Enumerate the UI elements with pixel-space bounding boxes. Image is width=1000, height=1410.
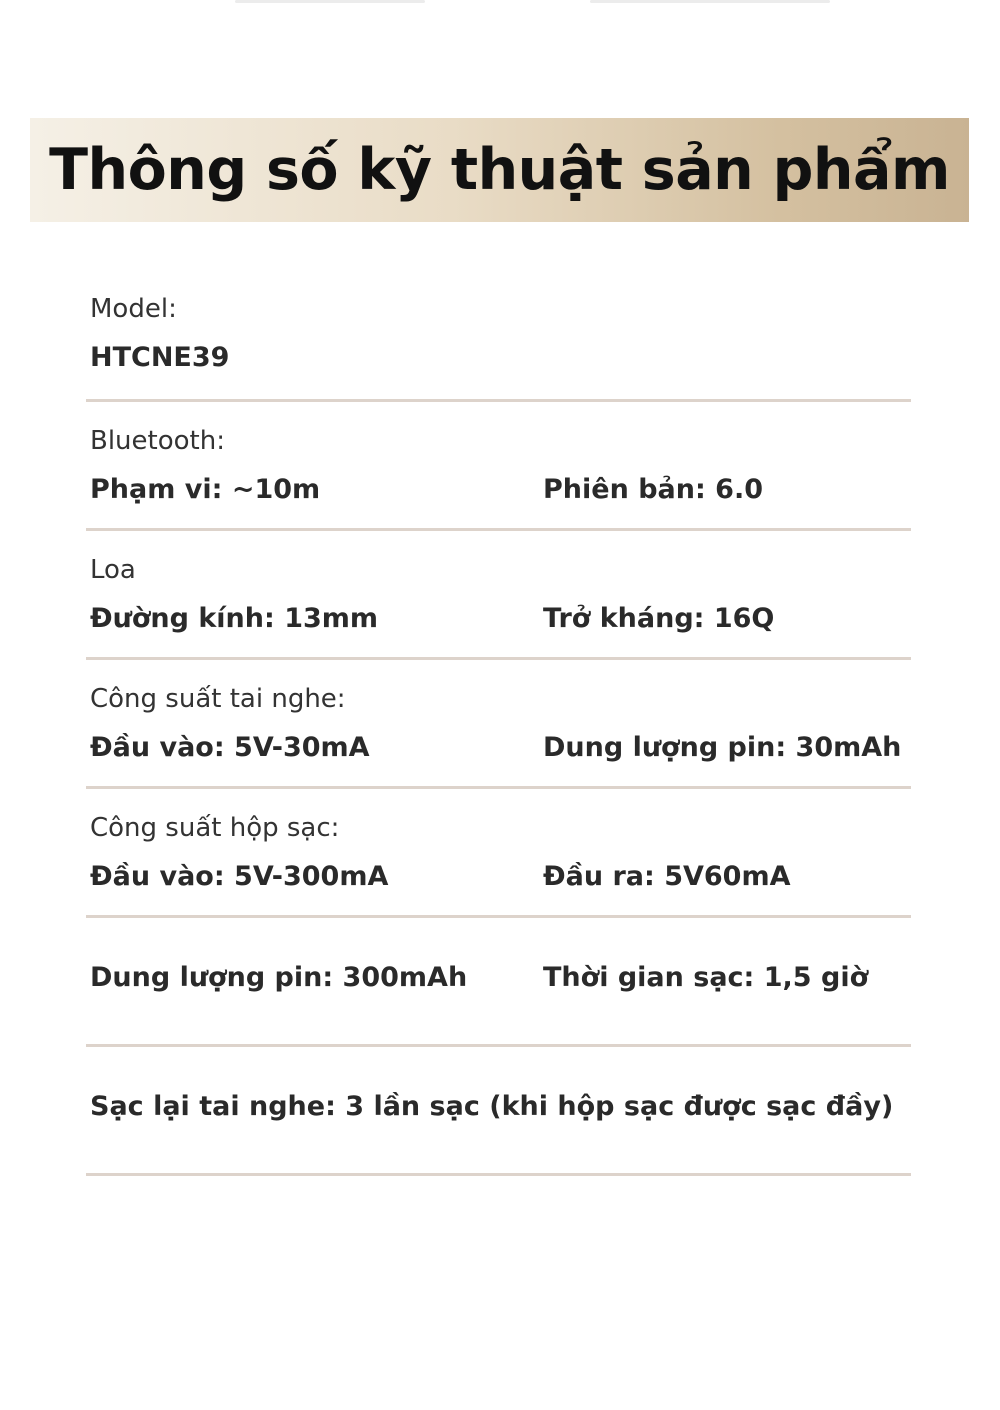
bluetooth-range: Phạm vi: ~10m <box>90 474 321 505</box>
earphone-battery: Dung lượng pin: 30mAh <box>543 732 902 763</box>
earphone-input: Đầu vào: 5V-30mA <box>90 732 370 763</box>
spec-section-recharge <box>86 1047 911 1176</box>
page-title: Thông số kỹ thuật sản phẩm <box>49 137 950 203</box>
spec-list <box>86 270 911 1176</box>
bluetooth-version: Phiên bản: 6.0 <box>543 474 763 505</box>
case-power-label: Công suất hộp sạc: <box>90 813 340 843</box>
case-input: Đầu vào: 5V-300mA <box>90 861 389 892</box>
spec-section-case-power <box>86 789 911 918</box>
top-edge-decoration-right <box>590 0 830 3</box>
spec-section-bluetooth <box>86 402 911 531</box>
recharge-info: Sạc lại tai nghe: 3 lần sạc (khi hộp sạc được sạc đầy) <box>90 1091 894 1122</box>
case-charge-time: Thời gian sạc: 1,5 giờ <box>543 962 869 993</box>
bluetooth-label: Bluetooth: <box>90 426 225 456</box>
case-battery-capacity: Dung lượng pin: 300mAh <box>90 962 468 993</box>
case-output: Đầu ra: 5V60mA <box>543 861 791 892</box>
title-banner <box>30 118 969 222</box>
spec-section-model <box>86 270 911 402</box>
model-value: HTCNE39 <box>90 342 230 373</box>
speaker-impedance: Trở kháng: 16Q <box>543 603 775 634</box>
model-label: Model: <box>90 294 177 324</box>
spec-section-case-battery <box>86 918 911 1047</box>
speaker-label: Loa <box>90 555 136 585</box>
spec-section-earphone-power <box>86 660 911 789</box>
spec-section-speaker <box>86 531 911 660</box>
earphone-power-label: Công suất tai nghe: <box>90 684 346 714</box>
speaker-diameter: Đường kính: 13mm <box>90 603 379 634</box>
top-edge-decoration-left <box>235 0 425 3</box>
